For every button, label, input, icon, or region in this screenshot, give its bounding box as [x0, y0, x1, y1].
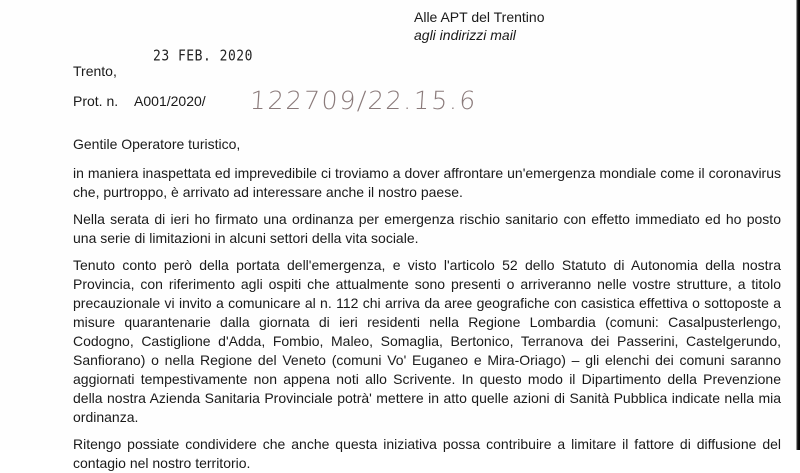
place-label: Trento,: [73, 63, 117, 79]
paragraph: Ritengo possiate condividere che anche questa iniziativa possa contribuire a limitare il fattore di diffusione del contagio nel nostro territorio.: [73, 436, 781, 471]
protocol-code: A001/2020/: [134, 93, 206, 109]
addressee-line: Alle APT del Trentino: [414, 9, 545, 25]
addressee-subline: agli indirizzi mail: [414, 27, 516, 43]
paragraph: in maniera inaspettata ed imprevedibile ci troviamo a dover affrontare un'emergenza mondiale come il coronavirus che, purtroppo, è arrivato ad interessare anche il nostro paese.: [73, 165, 781, 200]
paragraph: Nella serata di ieri ho firmato una ordinanza per emergenza rischio sanitario con effetto immediato ed ho posto una serie di limitazioni in alcuni settori della vita sociale.: [73, 211, 781, 246]
protocol-label: Prot. n.: [73, 93, 119, 109]
page-edge-shadow: [796, 0, 800, 450]
salutation: Gentile Operatore turistico,: [73, 136, 241, 152]
date-stamp: 23 FEB. 2020: [153, 47, 253, 66]
addressee-block: [414, 8, 544, 44]
handwritten-protocol-number: 122709/22.15.6: [248, 86, 479, 115]
paragraph: Tenuto conto però della portata dell'emergenza, e visto l'articolo 52 dello Statuto di Autonomia della nostra Provincia, con riferimento agli ospiti che attualmente sono presenti o arriveranno nelle vostre strutture, a titolo precauzionale vi invito a comunicare al n. 112 chi arriva da aree geografiche con casistica effettiva o sottoposte a misure quarantenarie dalla giornata di ieri residenti nella Regione Lombardia (comuni: Casalpusterlengo, Codogno, Castiglione d'Adda, Fombio, Maleo, Somaglia, Bertonico, Terranova dei Passerini, Castelgerundo, Sanfiorano) o nella Regione del Veneto (comuni Vo' Euganeo e Mira-Oriago) – gli elenchi dei comuni saranno aggiornati tempestivamente non appena noti allo Scrivente. In questo modo il Dipartimento della Prevenzione della nostra Azienda Sanitaria Provinciale potrà' mettere in atto quelle azioni di Sanità Pubblica indicate nella mia ordinanza.: [73, 257, 781, 425]
protocol-line: [73, 93, 206, 109]
letter-body: [73, 164, 781, 473]
